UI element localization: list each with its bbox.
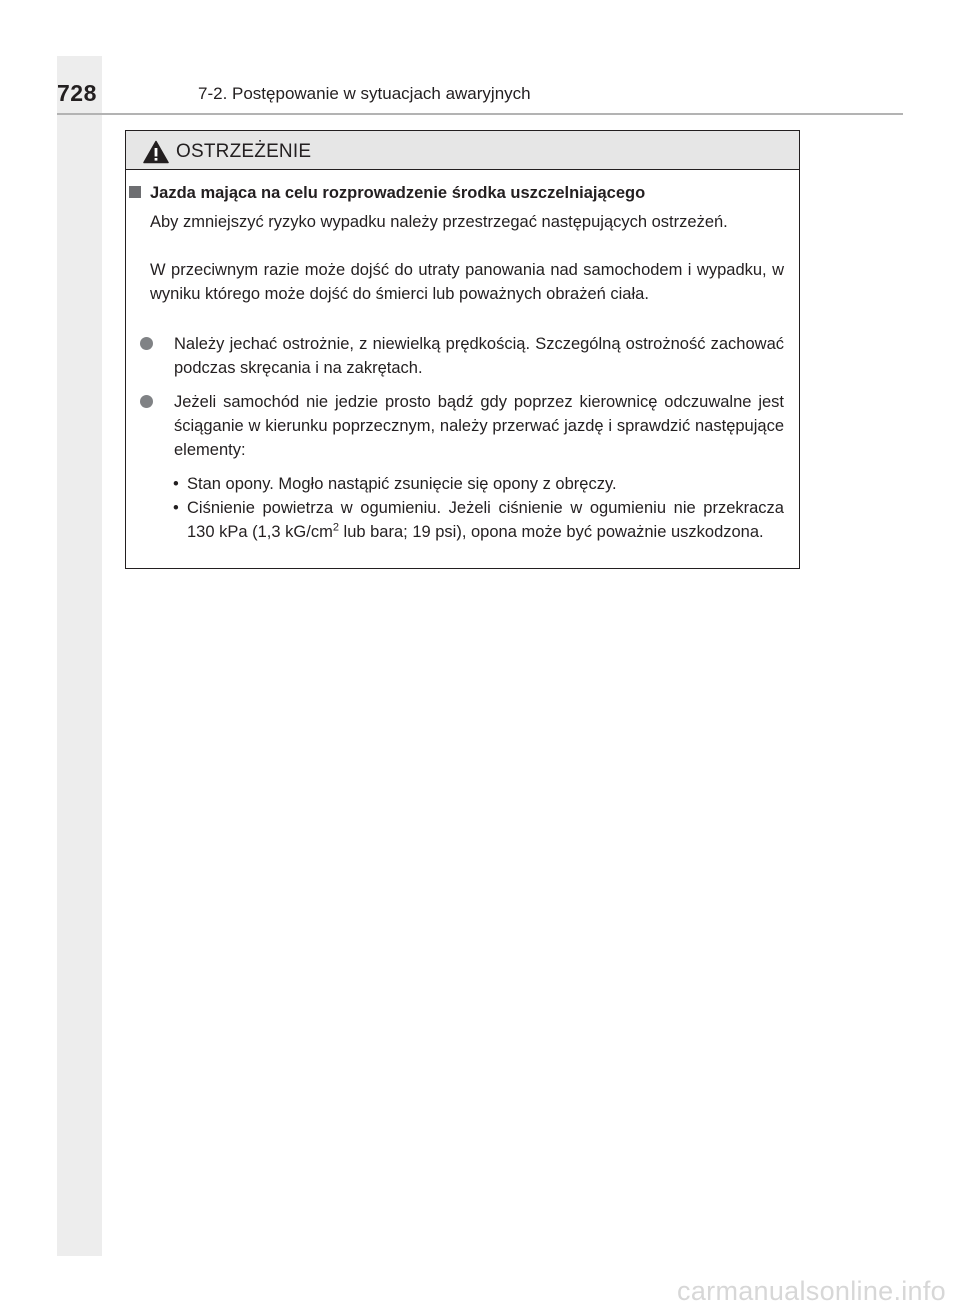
page-side-bar — [57, 56, 102, 1256]
intro-paragraph-2: W przeciwnym razie może dojść do utraty panowania nad samochodem i wypadku, w wyniku którego może dojść do śmierci lub poważnych obrażeń ciała. — [150, 261, 784, 303]
sub-item-text: Stan opony. Mogło nastąpić zsunięcie się opony z obręczy. — [187, 475, 617, 493]
sub-item-text — [173, 496, 784, 544]
bullet-text: Jeżeli samochód nie jedzie prosto bądź gdy poprzez kierownicę odczuwalne jest ściąganie w kierunku poprzecznym, należy przerwać jazdę i sprawdzić następujące elementy: — [174, 393, 784, 459]
square-bullet-icon — [129, 186, 141, 198]
circle-bullet-icon — [140, 337, 153, 350]
sub-list-item — [173, 496, 784, 544]
watermark: carmanualsonline.info — [677, 1276, 946, 1306]
warning-subhead — [129, 182, 645, 205]
warning-title: OSTRZEŻENIE — [176, 141, 312, 162]
intro-paragraph-1: Aby zmniejszyć ryzyko wypadku należy przestrzegać następujących ostrzeżeń. — [150, 213, 728, 231]
sub-item-text-a: Ciśnienie powietrza w ogumieniu. Jeżeli ciśnienie w ogumieniu nie przekracza 130 kPa (1,3 kG/cm — [187, 499, 784, 541]
warning-subhead-text: Jazda mająca na celu rozprowadzenie środka uszczelniającego — [150, 184, 646, 202]
bullet-text: Należy jechać ostrożnie, z niewielką prędkością. Szczególną ostrożność zachować podczas skręcania i na zakrętach. — [174, 335, 784, 377]
sub-list-item — [173, 472, 784, 496]
superscript: 2 — [332, 521, 339, 534]
warning-triangle-icon — [143, 140, 169, 164]
sub-bullet-marker: • — [173, 475, 179, 493]
page-number: 728 — [57, 80, 97, 106]
circle-bullet-icon — [140, 395, 153, 408]
sub-bullet-marker: • — [173, 499, 179, 517]
header-rule — [57, 113, 903, 115]
warning-header — [126, 131, 799, 170]
warning-box — [125, 130, 800, 569]
sub-item-text-b: lub bara; 19 psi), opona może być poważnie uszkodzona. — [338, 523, 764, 541]
section-title: 7-2. Postępowanie w sytuacjach awaryjnych — [198, 84, 531, 103]
